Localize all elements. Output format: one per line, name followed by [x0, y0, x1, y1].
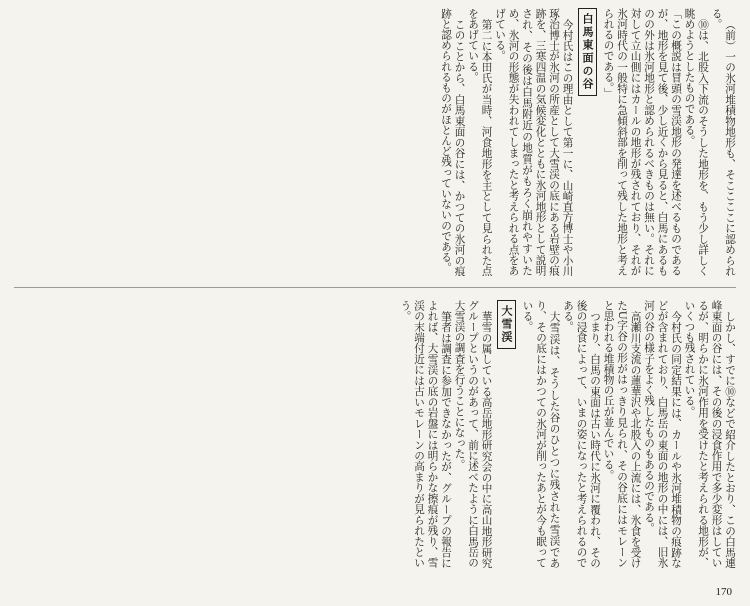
body-paragraph: 大雪渓は、そうした谷のひとつに残された雪渓であり、その底にはかつての氷河が削ったあとが今も眠っている。	[521, 300, 561, 568]
body-paragraph: このことから、白馬東面の谷には、かつての氷河の痕跡と認められるものがほとんど残っていないのである。	[440, 8, 466, 276]
bottom-text-band	[14, 300, 736, 568]
body-paragraph: 今村氏の同定結果には、カールや氷河堆積物の痕跡などが含まれており、白馬岳の東面の地形の中には、旧氷河の谷の様子をよく残したものもあるのである。	[643, 300, 682, 568]
body-paragraph: 「この概説は冒頭の雪渓地形の発達を述べるものであるが、地形を見て後、少し近くから見ると、白馬にあるものの外は氷河地形と認められるべきものは無い。それに対して立山側にはカールの地形が残されており、それが氷河時代の一般特に急傾斜部を削って残した地形と考えられるのである。」	[602, 8, 682, 276]
body-paragraph: 第二に本田氏が当時、河食地形を主として見られた点をあげている。	[467, 8, 493, 276]
column-divider	[14, 287, 736, 288]
body-paragraph: 今村氏はこの理由として第一に、山崎直方博士や小川琢治博士が氷河の所産として大雪渓の底にある岩壁の痕跡を、三寒四温の気候変化とともに氷河地形として説明され、その後は白馬附近の地質がもろく崩れやすいため、氷河の形態が失われてしまったと考えられる点をあげている。	[494, 8, 574, 276]
section-heading: 大雪渓	[497, 300, 517, 349]
page-number: 170	[715, 586, 732, 598]
body-paragraph: ⑩は、北股入下流のそうした地形を、もう少し詳しく眺めようとしたものである。	[683, 8, 709, 276]
section-heading-wrap	[493, 300, 521, 568]
section-heading: 白馬東面の谷	[578, 8, 598, 96]
top-text-band	[14, 8, 736, 276]
body-paragraph: （前）一の氷河堆積物地形も、そここここに認められる。	[710, 8, 736, 276]
body-paragraph: 華雪の属している高岳地形研究会の中に高山地形研究グループというのがあって、前に述べたように白馬岳の大雪渓の調査を行うことになった。	[453, 300, 493, 568]
body-paragraph: 高瀬川支流の蓮華沢や北股入の上流には、氷食を受けたU字谷の形がはっきり見られ、その谷底にはモレーンと思われる堆積物の丘が並んでいる。	[602, 300, 642, 568]
section-heading-wrap	[574, 8, 602, 276]
body-paragraph: 筆者は調査に参加できなかったが、グループの報告によれば、大雪渓の底の岩盤には明らかな擦痕が残り、雪渓の末端付近には古いモレーンの高まりが見られたという。	[399, 300, 452, 568]
body-paragraph: つまり、白馬の東面は古い時代に氷河に覆われ、その後の浸食によって、いまの姿になったと考えられるのである。	[562, 300, 601, 568]
body-paragraph: しかし、すでに⑩などで紹介したとおり、この白馬連峰東面の谷には、その後の浸食作用で多少変形はしているが、明らかに氷河作用を受けたと考えられる地形が、いくつも残されている。	[683, 300, 736, 568]
